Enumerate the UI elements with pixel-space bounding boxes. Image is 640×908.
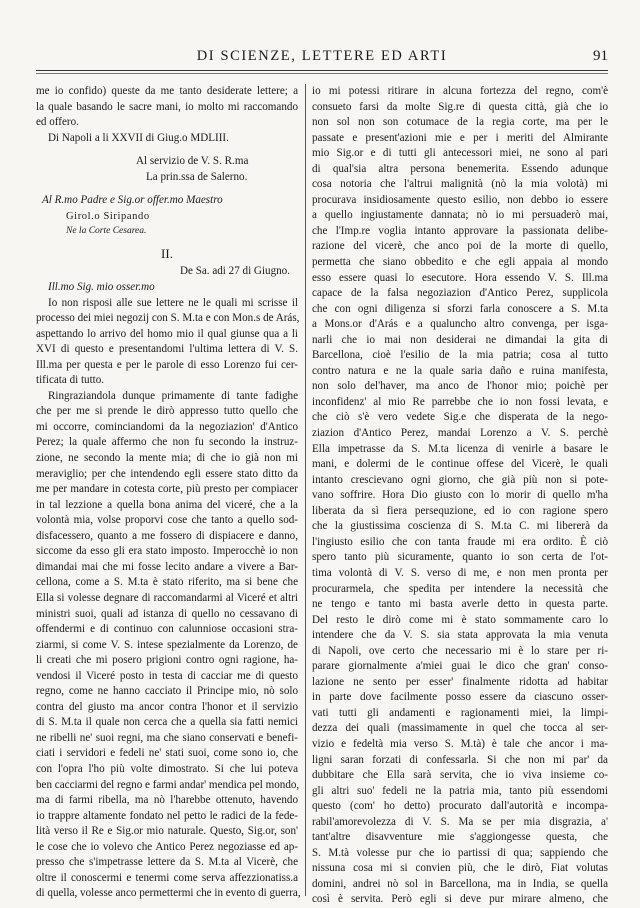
- text-line: che ciò s'è vero vedete Sig.e che disperata de la nego-: [312, 411, 608, 424]
- text-line: procurava insidiosamente questo esilio, non debbo io essere: [312, 193, 608, 206]
- text-line: gli altri suo' fedeli ne la patria mia, tanto più essendomi: [312, 784, 608, 797]
- text-line: io mi potessi ritirare in alcuna fortezza del regno, com'è: [312, 85, 608, 97]
- text-line: Ringraziandola dunque primamente di tante fadighe: [48, 389, 298, 402]
- letter-date: De Sa. adi 27 di Giugno.: [179, 265, 290, 278]
- text-line: S. M.tà volesse pur che io partissi di qua; sappiendo che: [312, 846, 608, 859]
- header-rule-secondary: [36, 73, 608, 74]
- text-line: inconfidenz' al mio Re parrebbe che io non fossi levata, e: [312, 395, 608, 408]
- text-line: così è servita. Però egli si deve pur mirare almeno, che: [312, 893, 608, 906]
- text-line: di qual'sia altra persona benemerita. Essendo adunque: [312, 162, 608, 175]
- text-line: Ella impetrasse da S. M.ta licenza di venirle a basare le: [312, 442, 608, 455]
- text-line: ziazion d'Antico Perez, mandai Lorenzo a V. S. perchè: [312, 427, 608, 440]
- text-line: lità verso il Re e Sig.or mio naturale. Questo, Sig.or, son': [36, 825, 298, 838]
- text-line: Del resto le dirò come mi è stato sommamente caro lo: [312, 613, 608, 626]
- text-line: siccome da esso gli era stato imposto. Imperocchè io non: [36, 545, 298, 558]
- letter-address: [36, 193, 298, 240]
- text-line: aspettando lo arrivo del homo mio il qual giunse qua a li: [36, 327, 298, 340]
- text-line: la quale basando le sacre mani, io molto mi raccomando: [36, 100, 298, 113]
- page-number: 91: [593, 48, 608, 64]
- header-rule: [36, 70, 608, 71]
- text-line: rabil'amorevolezza di V. S. Ma se per mia disgrazia, a': [312, 815, 608, 828]
- text-line: me io confido) queste da me tanto desiderate lettere; a: [36, 85, 298, 97]
- text-line: mani, e dolermi de le continue offese del Vicerè, le quali: [312, 458, 608, 471]
- text-line: Perez; la quale affermo che non fu secondo la instruz-: [36, 436, 298, 449]
- text-line: cellona, come a S. M.ta è stato riferito, ma si bene che: [36, 576, 298, 589]
- right-column: [312, 84, 608, 906]
- text-line: regno, come ne hanno cacciato il Principe mio, nò solo: [36, 685, 298, 698]
- address-line: Girol.o Siripando: [66, 210, 150, 222]
- text-line: consueto farsi da molte Sig.re di questa città, già che io: [312, 100, 608, 113]
- text-line: liberata da sì fiera persequzione, ed io con ragione spero: [312, 504, 608, 517]
- text-line: vizio e fedeltà mia verso S. M.tà) è tale che ancor i ma-: [312, 737, 608, 750]
- text-line: me per mandare in cotesta corte, più presto per compiacer: [36, 483, 298, 496]
- text-line: ligni saran forzati di confessarla. Si che non mi par' da: [312, 753, 608, 766]
- text-line: non sol non son cotumace de la regia corte, ma per le: [312, 116, 608, 129]
- text-line: ma di farmi ribella, ma nò l'harebbe ottenuto, havendo: [36, 794, 298, 807]
- text-line: vano soffrire. Hora Dio giusto con lo morir di quello m'ha: [312, 489, 608, 502]
- text-line: che con ogni diligenza si sforzi farla conoscere a S. M.ta: [312, 302, 608, 315]
- text-line: ben cacciarmi del regno e farmi andar' mendica pel mondo,: [36, 778, 300, 791]
- text-line: di Napoli, ove certo che necessario mi è lo stare per ri-: [312, 644, 608, 657]
- text-line: domini, andrei nò sol in Barcellona, ma in India, se quella: [312, 877, 608, 890]
- text-line: volontà mia, volse proporvi cose che tanto a quello sod-: [36, 514, 298, 527]
- text-line: processo dei miei negozij con S. M.ta e con Mon.s de Arás,: [36, 312, 300, 325]
- salutation: Ill.mo Sig. mio osser.mo: [48, 281, 155, 294]
- text-line: tificata di tutto.: [36, 374, 105, 387]
- text-line: contro natura e ne la quale saria daño e ruina manifesta,: [312, 364, 608, 377]
- text-line: ne ribelli ne' suoi regni, ma che siano conservati e benefi-: [36, 731, 298, 744]
- text-line: dubbitare che Ella sarà servita, che io viva insieme co-: [312, 769, 608, 782]
- text-line: lazione ne sento per esser' finalmente ridotta ad habitar: [312, 675, 608, 688]
- text-line: oltre il conoscermi e tenermi come serva affezzionatiss.a: [36, 871, 298, 884]
- running-header: [36, 48, 608, 66]
- signature-line: Al servizio de V. S. R.ma: [136, 155, 249, 168]
- text-line: disfacessero, quanto a me fossero di dispiacere e danno,: [36, 529, 298, 542]
- address-line: Al R.mo Padre e Sig.or offer.mo Maestro: [42, 194, 223, 207]
- column-divider: [305, 84, 306, 896]
- text-line: che per me si prende le dirò appresso tutto quello che: [36, 405, 298, 418]
- text-line: mi occorre, cominciandomi da la negoziazion' d'Antico: [36, 420, 298, 433]
- text-line: XVI di questo e presentandomi l'ultima lettera di V. S.: [36, 343, 298, 356]
- section-number: II.: [161, 245, 173, 261]
- text-line: Ella si volesse degnare di raccomandarmi al Viceré et altri: [36, 591, 298, 604]
- text-line: Io non risposi alle sue lettere ne le quali mi scrisse il: [48, 296, 298, 309]
- text-line: non solo del'haver, ma anco de l'honor mio; poichè per: [312, 380, 608, 393]
- text-line: l'ingiusto esilio che con tanta fraude mi era ordito. È ciò: [312, 535, 608, 548]
- text-line: Barcellona, cioè l'esilio de la mia patria; cosa al tutto: [312, 349, 608, 362]
- text-line: contra del giusto ma ancor contra l'honor et il servizio: [36, 700, 298, 713]
- text-line: con l'opra l'ho più volte dimostrato. Si che lui poteva: [36, 762, 298, 775]
- signature-line: La prin.ssa de Salerno.: [146, 170, 248, 183]
- text-line: li creati che mi posero prigioni contro ogni ragione, ha-: [36, 654, 298, 667]
- text-line: in tal lezzione a quella bona anima del viceré, che a la: [36, 498, 298, 511]
- text-line: tant'altre disavventure mie s'aggiongesse questa, che: [312, 831, 608, 844]
- left-column: [36, 84, 301, 900]
- text-line: le cose che io volevo che Antico Perez negoziasse ed ap-: [36, 840, 298, 853]
- text-line: parare giornalmente a'miei guai le dico che gran' conso-: [312, 660, 608, 673]
- text-line: ziarmi, si come V. S. intese spezialmente da Lorenzo, de: [36, 638, 298, 651]
- text-line: ne tengo e tanto mi basta averle detto in questa parte.: [312, 598, 608, 611]
- text-line: razione del vicerè, che anco poi de la morte di quello,: [312, 240, 608, 253]
- text-line: che l'Imp.re voglia intanto approvare la passionata delibe-: [312, 224, 608, 237]
- text-line: ciati i servidori e fedeli ne' stati suoi, come sono io, che: [36, 747, 298, 760]
- text-line: intendere che da V. S. sia stata approvata la mia venuta: [312, 629, 608, 642]
- text-line: questo (com' ho detto) procurato dall'autorità e incompa-: [312, 800, 608, 813]
- text-line: ed offero.: [36, 116, 79, 129]
- text-line: mio Sig.or e di tutti gli antecessori miei, ne sono al pari: [312, 147, 608, 160]
- text-line: passate e present'azioni mie e per i meriti del Almirante: [312, 131, 608, 144]
- text-line: nissuna cosa mi si convien più, che le dirò, Fiat volutas: [312, 862, 608, 875]
- address-line: Ne la Corte Cesarea.: [66, 226, 147, 237]
- closing-signature: [36, 154, 298, 185]
- text-line: offendermi e di continuo con calunniose occasioni stra-: [36, 623, 298, 636]
- text-line: cosa notoria che l'altrui malignità (nò la mia volotà) mi: [312, 178, 608, 191]
- text-line: vendosi il Viceré posto in testa di cacciar me di questo: [36, 669, 298, 682]
- text-line: presso che s'impetrasse lettere da S. M.ta al Vicerè, che: [36, 856, 298, 869]
- text-line: dezza dei quali (massimamente in quel che tocca al ser-: [312, 722, 608, 735]
- text-line: zione, ne secondo la mente mia; di che io già non mi: [36, 452, 298, 465]
- opening-lines: [36, 84, 298, 131]
- text-line: che la giustissima coscienza di S. M.ta C. mi libererà da: [312, 520, 608, 533]
- text-line: di S. M.ta il quale non cerca che a quella sia fatti nemici: [36, 716, 298, 729]
- text-line: narli che io mai non desiderai ne dimandai la gita di: [312, 333, 608, 346]
- text-line: Ill.ma per questa e per le parole di esso Lorenzo fui cer-: [36, 358, 298, 371]
- text-line: tima volontà di V. S. verso di me, e non men pronta per: [312, 566, 608, 579]
- text-line: spero tanto più sicuramente, quanto io son certa de l'ot-: [312, 551, 608, 564]
- text-line: procurarmela, che spedita per intendere la necessità che: [312, 582, 608, 595]
- letter-body: [36, 296, 301, 902]
- text-line: io trappre altamente fondato nel petto le radici de la fede-: [36, 809, 298, 822]
- text-line: in parte dove facilmente posso essere da ciascuno osser-: [312, 691, 608, 704]
- text-line: a quello ingiustamente dannata; nò io mi persuaderò mai,: [312, 209, 608, 222]
- text-line: ministri suoi, quali ad istanza di quello no cessavano di: [36, 607, 298, 620]
- text-line: dimandai mai che mi fosse lecito andare a vivere a Bar-: [36, 560, 298, 573]
- text-line: capace de la falsa negoziazion d'Antico Perez, supplicola: [312, 287, 608, 300]
- letter-dateline: Di Napoli a li XXVII di Giug.o MDLIII.: [48, 131, 229, 144]
- text-line: meraviglio; per che intendendo egli essere stato ditto da: [36, 467, 298, 480]
- text-line: a Mons.or d'Arás e a qualuncho altro convenga, per isga-: [312, 318, 608, 331]
- running-title: DI SCIENZE, LETTERE ED ARTI: [196, 48, 448, 64]
- text-line: vati tutti gli andamenti e ragionamenti miei, la limpi-: [312, 706, 608, 719]
- text-line: permetta che siano obbedito e che egli appaia al mondo: [312, 256, 608, 269]
- text-line: di quella, volesse anco permettermi che in evento di guerra,: [36, 887, 301, 900]
- text-line: esso essere quasi lo esecutore. Hora essendo V. S. Ill.ma: [312, 271, 608, 284]
- text-line: intanto crescievano ogni giorno, che già più non si pote-: [312, 473, 608, 486]
